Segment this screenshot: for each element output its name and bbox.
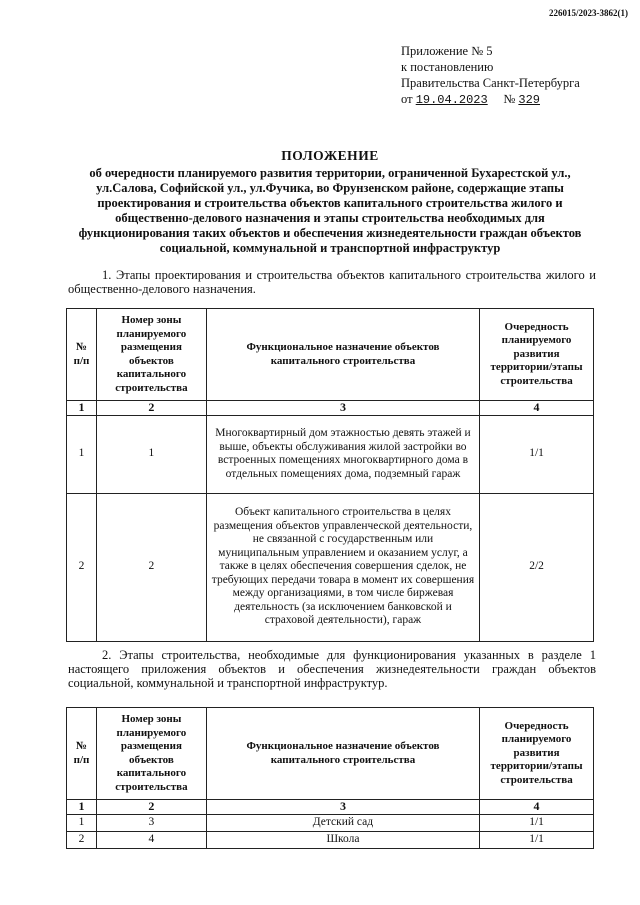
header-stage: Очередность планируемого развития территории/этапы строительства [480, 309, 594, 401]
table-row [67, 814, 594, 831]
col-index: 3 [206, 401, 479, 416]
appendix-line3: Правительства Санкт-Петербурга [401, 76, 580, 90]
header-purpose: Функциональное назначение объектов капитального строительства [206, 708, 479, 800]
row-purpose: Детский сад [206, 814, 479, 831]
date-prefix: от [401, 92, 413, 106]
appendix-line2: к постановлению [401, 60, 494, 74]
col-index: 3 [206, 800, 479, 815]
row-stage: 1/1 [480, 415, 594, 493]
row-purpose: Объект капитального строительства в целях размещения объектов управленческой деятельности, не связанной с государственным или муниципальным управлением и оказанием услуг, а также в целях обеспечения совершения сделок, не требующих передачи товара в момент их совершения между организациями, в том числе биржевая деятельность (за исключением банковской и страховой деятельности), гараж [206, 493, 479, 641]
col-index: 1 [67, 800, 97, 815]
row-zone: 1 [96, 415, 206, 493]
appendix-date: 19.04.2023 [415, 93, 488, 107]
col-index: 1 [67, 401, 97, 416]
header-zone: Номер зоны планируемого размещения объектов капитального строительства [96, 708, 206, 800]
row-number: 2 [67, 493, 97, 641]
row-zone: 4 [96, 831, 206, 848]
number-prefix: № [503, 92, 516, 106]
header-number: № п/п [67, 309, 97, 401]
col-index: 2 [96, 800, 206, 815]
document-id: 226015/2023-3862(1) [549, 8, 628, 18]
table-infrastructure-stages [66, 707, 594, 849]
table-row [67, 493, 594, 641]
table-header-row [67, 309, 594, 401]
appendix-date-line [401, 91, 580, 108]
column-number-row [67, 800, 594, 815]
table-row [67, 415, 594, 493]
appendix-header [401, 43, 580, 108]
section-1-text: 1. Этапы проектирования и строительства объектов капитального строительства жилого и общественно-делового назначения. [68, 268, 596, 296]
table-row [67, 831, 594, 848]
header-purpose: Функциональное назначение объектов капитального строительства [206, 309, 479, 401]
appendix-number: 329 [518, 93, 540, 107]
row-stage: 1/1 [480, 814, 594, 831]
header-zone: Номер зоны планируемого размещения объектов капитального строительства [96, 309, 206, 401]
document-title [60, 148, 600, 256]
table-header-row [67, 708, 594, 800]
column-number-row [67, 401, 594, 416]
row-zone: 3 [96, 814, 206, 831]
row-purpose: Многоквартирный дом этажностью девять этажей и выше, объекты обслуживания жилой застройки во встроенных помещениях многоквартирного дома в отдельных помещениях дома, подземный гараж [206, 415, 479, 493]
row-number: 1 [67, 814, 97, 831]
section-2-text: 2. Этапы строительства, необходимые для функционирования указанных в разделе 1 настоящего приложения объектов и обеспечения жизнедеятельности граждан объектов социальной, коммунальной и транспортной инфраструктур. [68, 648, 596, 690]
row-stage: 2/2 [480, 493, 594, 641]
row-stage: 1/1 [480, 831, 594, 848]
col-index: 4 [480, 401, 594, 416]
title-text: об очередности планируемого развития территории, ограниченной Бухарестской ул., ул.Салова, Софийской ул., ул.Фучика, во Фрунзенском районе, содержащие этапы проектирования и строительства объектов капитального строительства жилого и общественно-делового назначения и этапы строительства необходимых для функционирования таких объектов и обеспечения жизнедеятельности граждан объектов социальной, коммунальной и транспортной инфраструктур [78, 166, 582, 255]
header-number: № п/п [67, 708, 97, 800]
col-index: 2 [96, 401, 206, 416]
title-heading: ПОЛОЖЕНИЕ [281, 148, 379, 163]
row-zone: 2 [96, 493, 206, 641]
row-purpose: Школа [206, 831, 479, 848]
row-number: 2 [67, 831, 97, 848]
appendix-line1: Приложение № 5 [401, 44, 493, 58]
header-stage: Очередность планируемого развития территории/этапы строительства [480, 708, 594, 800]
row-number: 1 [67, 415, 97, 493]
col-index: 4 [480, 800, 594, 815]
table-residential-stages [66, 308, 594, 642]
